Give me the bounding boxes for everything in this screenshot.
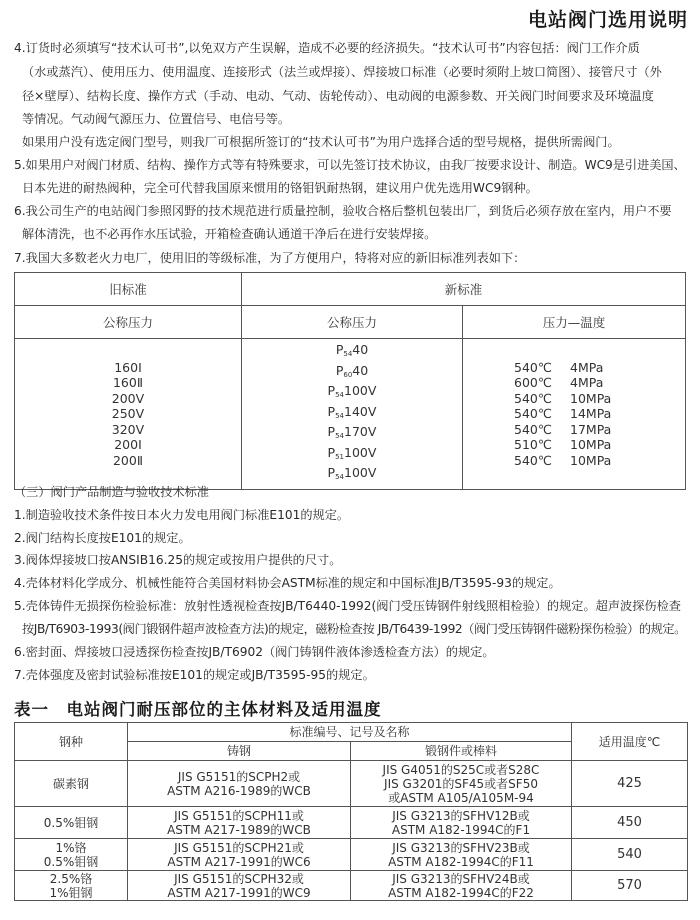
old-pressure: 320Ⅴ xyxy=(111,421,145,437)
text-line: 7.壳体强度及密封试验标准按E101的规定或JB/T3595-95的规定。 xyxy=(14,668,375,682)
new-pressure-values xyxy=(242,339,463,490)
pressure: 10MPa xyxy=(570,452,612,468)
pressure: 17MPa xyxy=(570,421,612,437)
p-value: 140Ⅴ xyxy=(344,403,377,419)
new-pressure xyxy=(242,404,462,425)
pressure: 4MPa xyxy=(570,359,604,375)
steel-cell xyxy=(15,871,128,901)
cell-line: JIS G3213的SFHV23B或 xyxy=(392,840,530,855)
text-line: 4.壳体材料化学成分、机械性能符合美国材料协会ASTM标准的规定和中国标准JB/T3595-93的规定。 xyxy=(14,576,561,590)
pressure: 4MPa xyxy=(570,375,604,390)
text-line: （水或蒸汽）、使用压力、使用温度、连接形式（法兰或焊接）、焊接坡口标准（必要时须附上坡口简图）、接管尺寸（外 xyxy=(22,65,662,79)
temperature-cell: 540 xyxy=(572,839,688,871)
new-pressure xyxy=(242,363,462,384)
p-value: 40 xyxy=(352,362,369,378)
cell-line: ASTM A217-1989的WCB xyxy=(167,822,311,837)
cell-line: JIS G3213的SFHV12B或 xyxy=(392,808,530,823)
forged-cell xyxy=(351,871,572,901)
p-subscript: 54 xyxy=(335,411,345,420)
cell-line: ASTM A182-1994C的F1 xyxy=(391,822,531,837)
new-standard-header: 新标准 xyxy=(242,273,686,306)
p-subscript: 60 xyxy=(343,370,353,379)
cell-line: JIS G5151的SCPH32或 xyxy=(174,871,304,886)
cast-cell xyxy=(128,807,351,839)
old-new-standard-table xyxy=(14,272,686,490)
pressure-temp xyxy=(514,437,634,453)
old-pressure: 200Ⅱ xyxy=(112,452,143,468)
new-pressure-header: 公称压力 xyxy=(242,306,463,339)
pressure-temp xyxy=(514,375,634,391)
text-line: 5.壳体铸件无损探伤检验标准：放射性透视检查按JB/T6440-1992(阀门受压铸钢件射线照相检验）的规定。超声波探伤检查 xyxy=(14,599,681,613)
pressure-temp-values xyxy=(463,339,686,490)
temperature: 510℃ xyxy=(514,437,552,452)
temperature-cell: 425 xyxy=(572,761,688,807)
table-row xyxy=(15,839,688,871)
pressure: 14MPa xyxy=(570,406,612,421)
forged-cell xyxy=(351,839,572,871)
pressure-temp xyxy=(514,360,634,376)
p-symbol: P xyxy=(327,444,336,460)
p-value: 100Ⅴ xyxy=(344,444,377,460)
steel-cell xyxy=(15,761,128,807)
cast-cell xyxy=(128,871,351,901)
p-symbol: P xyxy=(335,362,344,378)
temperature: 540℃ xyxy=(514,406,552,421)
p-symbol: P xyxy=(327,383,336,398)
text-line: 6.密封面、焊接坡口浸透探伤检查按JB/T6902（阀门铸钢件液体渗透检查方法）的规定。 xyxy=(14,645,495,659)
table-row xyxy=(15,807,688,839)
table-row xyxy=(15,761,688,807)
temperature: 600℃ xyxy=(514,375,552,390)
p-value: 40 xyxy=(352,342,369,357)
pressure-temp xyxy=(514,422,634,438)
new-pressure xyxy=(242,465,462,486)
temperature-cell: 450 xyxy=(572,807,688,839)
pressure-temp xyxy=(514,391,634,407)
cell-line: 1%铬 xyxy=(55,840,87,855)
forged-steel-header: 锻钢件或棒料 xyxy=(351,742,572,761)
p-symbol: P xyxy=(327,403,336,419)
p-subscript: 51 xyxy=(335,452,345,461)
p-subscript: 54 xyxy=(335,473,345,481)
cell-line: ASTM A216-1989的WCB xyxy=(167,783,311,798)
text-line: （三）阀门产品制造与验收技术标准 xyxy=(14,485,209,499)
text-line: 5.如果用户对阀门材质、结构、操作方式等有特殊要求，可以先签订技术协议，由我厂按要求设计、制造。WC9是引进美国、 xyxy=(14,158,686,172)
text-line: 按JB/T6903-1993(阀门锻钢件超声波检查方法)的规定，磁粉检查按 JB/T6439-1992（阀门受压铸钢件磁粉探伤检验）的规定。 xyxy=(22,622,686,636)
temperature-cell: 570 xyxy=(572,871,688,901)
old-pressure: 160Ⅱ xyxy=(112,375,143,390)
cell-line: JIS G5151的SCPH21或 xyxy=(174,840,304,855)
steel-type-header: 钢种 xyxy=(15,723,128,761)
new-pressure xyxy=(242,424,462,445)
cell-line: 或ASTM A105/A105M-94 xyxy=(388,790,534,805)
text-line: 解体清洗，也不必再作水压试验，开箱检查确认通道干净后在进行安装焊接。 xyxy=(22,227,437,241)
forged-cell xyxy=(351,761,572,807)
temperature-header: 适用温度℃ xyxy=(572,723,688,761)
old-pressure: 160Ⅰ xyxy=(114,359,142,375)
p-subscript: 54 xyxy=(335,432,345,440)
table-row xyxy=(15,871,688,901)
p-symbol: P xyxy=(335,342,344,357)
pressure: 10MPa xyxy=(570,390,612,406)
text-line: 径×壁厚）、结构长度、操作方式（手动、电动、气动、齿轮传动）、电动阀的电源参数、开关阀门时间要求及环境温度 xyxy=(22,89,654,103)
text-line: 2.阀门结构长度按E101的规定。 xyxy=(14,531,191,545)
text-line: 3.阀体焊接坡口按ANSIB16.25的规定或按用户提供的尺寸。 xyxy=(14,553,342,567)
page-title: 电站阀门选用说明 xyxy=(527,9,688,31)
new-pressure xyxy=(242,383,462,404)
cell-line: JIS G4051的S25C或者S28C xyxy=(382,762,540,777)
cell-line: ASTM A217-1991的WC6 xyxy=(167,854,311,869)
p-symbol: P xyxy=(327,465,336,480)
temperature: 540℃ xyxy=(514,421,552,437)
cell-line: JIS G3201的SF45或者SF50 xyxy=(384,776,538,791)
temperature: 540℃ xyxy=(514,359,552,375)
pressure: 10MPa xyxy=(570,437,612,452)
text-line: 6.我公司生产的电站阀门参照冈野的技术规范进行质量控制，验收合格后整机包装出厂，到货后必须存放在室内，用户不要 xyxy=(14,204,672,218)
cell-line: ASTM A182-1994C的F22 xyxy=(388,885,534,900)
text-line: 1.制造验收技术条件按日本火力发电用阀门标准E101的规定。 xyxy=(14,508,350,522)
cast-cell xyxy=(128,761,351,807)
pressure-temp-header: 压力—温度 xyxy=(463,306,686,339)
old-standard-header: 旧标准 xyxy=(15,273,242,306)
table-title: 表一 电站阀门耐压部位的主体材料及适用温度 xyxy=(14,700,382,719)
old-pressure: 200Ⅰ xyxy=(114,437,142,452)
cell-line: JIS G5151的SCPH2或 xyxy=(177,769,301,784)
temperature: 540℃ xyxy=(514,390,552,406)
pressure-temp xyxy=(514,406,634,422)
text-line: 7.我国大多数老火力电厂，使用旧的等级标准，为了方便用户，特将对应的新旧标准列表如下： xyxy=(14,251,526,265)
cell-line: 1%钼钢 xyxy=(49,885,93,900)
new-pressure xyxy=(242,342,462,363)
steel-cell xyxy=(15,807,128,839)
p-value: 170Ⅴ xyxy=(344,424,377,439)
forged-cell xyxy=(351,807,572,839)
cell-line: JIS G3213的SFHV24B或 xyxy=(392,871,530,886)
cell-line: JIS G5151的SCPH11或 xyxy=(174,808,304,823)
cell-line: ASTM A182-1994C的F11 xyxy=(388,854,534,869)
cell-line: 碳素钢 xyxy=(52,776,89,791)
p-subscript: 54 xyxy=(335,391,345,399)
old-pressure: 200Ⅴ xyxy=(111,390,145,406)
p-value: 100Ⅴ xyxy=(344,465,377,480)
text-line: 如果用户没有选定阀门型号，则我厂可根据所签订的“技术认可书”为用户选择合适的型号规格，提供所需阀门。 xyxy=(22,135,620,149)
p-value: 100Ⅴ xyxy=(344,383,377,398)
p-subscript: 54 xyxy=(343,350,353,358)
text-line: 等情况。气动阀气源压力、位置信号、电信号等。 xyxy=(22,112,291,126)
new-pressure xyxy=(242,445,462,466)
cast-steel-header: 铸钢 xyxy=(128,742,351,761)
cell-line: 0.5%钼钢 xyxy=(43,815,99,830)
standard-header: 标准编号、记号及名称 xyxy=(128,723,572,742)
steel-cell xyxy=(15,839,128,871)
text-line: 日本先进的耐热阀种，完全可代替我国原来惯用的铬钼钒耐热钢，建议用户优先选用WC9钢种。 xyxy=(22,181,538,195)
cast-cell xyxy=(128,839,351,871)
cell-line: 0.5%钼钢 xyxy=(43,854,99,869)
cell-line: 2.5%铬 xyxy=(49,871,93,886)
old-pressure-header: 公称压力 xyxy=(15,306,242,339)
old-pressure: 250Ⅴ xyxy=(111,406,145,421)
pressure-temp xyxy=(514,453,634,469)
temperature: 540℃ xyxy=(514,452,552,468)
old-pressure-values xyxy=(15,339,242,490)
materials-table xyxy=(14,722,688,901)
text-line: 4.订货时必须填写“技术认可书”,以免双方产生误解，造成不必要的经济损失。“技术认可书”内容包括：阀门工作介质 xyxy=(14,41,640,55)
p-symbol: P xyxy=(327,424,336,439)
cell-line: ASTM A217-1991的WC9 xyxy=(167,885,311,900)
